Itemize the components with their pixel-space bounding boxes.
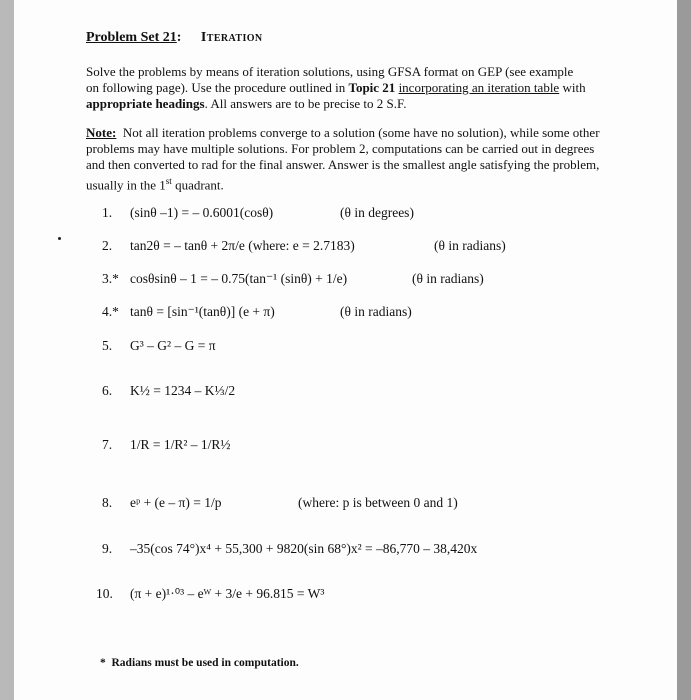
problem-number: 6. xyxy=(102,383,113,398)
problem-number: 2. xyxy=(102,238,113,253)
title-topic: Iteration xyxy=(200,30,263,45)
footnote: * Radians must be used in computation. xyxy=(100,657,299,669)
problem-equation: –35(cos 74°)x⁴ + 55,300 + 9820(sin 68°)x² = –86,770 – 38,420x xyxy=(130,541,478,556)
viewer-left-edge xyxy=(0,0,14,700)
document-page xyxy=(14,0,677,700)
iteration-table-link: incorporating an iteration table xyxy=(398,80,560,95)
page-speck xyxy=(58,237,61,240)
title-problem-set: Problem Set 21 xyxy=(86,30,177,45)
viewer-right-edge xyxy=(677,0,691,700)
problem-condition: (where: p is between 0 and 1) xyxy=(298,495,458,510)
problem-condition: (θ in radians) xyxy=(434,238,506,253)
intro-paragraph: Solve the problems by means of iteration solutions, using GFSA format on GEP (see example on following page). Use the procedure outlined in Topic 21 incorporating an iteration table with appropriate headings. All answers are to be precise to 2 S.F. xyxy=(86,64,586,111)
note-paragraph: Note: Not all iteration problems converge to a solution (some have no solution), while some other problems may have multiple solutions. For problem 2, computations can be carried out in degrees and then converted to rad for the final answer. Answer is the smallest angle satisfying the problem, usually in the 1st quadrant. xyxy=(86,125,600,193)
problem-number: 5. xyxy=(102,338,113,353)
problem-condition: (θ in radians) xyxy=(412,271,484,286)
problem-equation: tan2θ = – tanθ + 2π/e (where: e = 2.7183) xyxy=(130,238,355,253)
problem-number: 9. xyxy=(102,541,113,556)
problem-equation: K½ = 1234 – K⅓/2 xyxy=(130,383,236,398)
problem-equation: (sinθ –1) = – 0.6001(cosθ) xyxy=(130,205,274,220)
note-label: Note: xyxy=(86,125,117,140)
problem-number: 8. xyxy=(102,495,113,510)
page-title: Problem Set 21: Iteration xyxy=(86,30,263,45)
problem-number: 7. xyxy=(102,437,113,452)
problem-number: 1. xyxy=(102,205,113,220)
problem-equation: tanθ = [sin⁻¹(tanθ)] (e + π) xyxy=(130,304,275,319)
problem-equation: 1/R = 1/R² – 1/R½ xyxy=(130,437,231,452)
problem-number: 10. xyxy=(96,586,113,601)
footnote-asterisk: * xyxy=(100,657,112,669)
problem-number: 3.* xyxy=(102,271,119,286)
problem-condition: (θ in degrees) xyxy=(340,205,414,220)
problem-number: 4.* xyxy=(102,304,119,319)
problem-condition: (θ in radians) xyxy=(340,304,412,319)
problem-equation: G³ – G² – G = π xyxy=(130,338,216,353)
problem-equation: (π + e)¹·⁰³ – eᵂ + 3/e + 96.815 = W³ xyxy=(130,586,325,601)
problem-equation: cosθsinθ – 1 = – 0.75(tan⁻¹ (sinθ) + 1/e) xyxy=(130,271,348,286)
problem-equation: eᵖ + (e – π) = 1/p xyxy=(130,495,222,510)
